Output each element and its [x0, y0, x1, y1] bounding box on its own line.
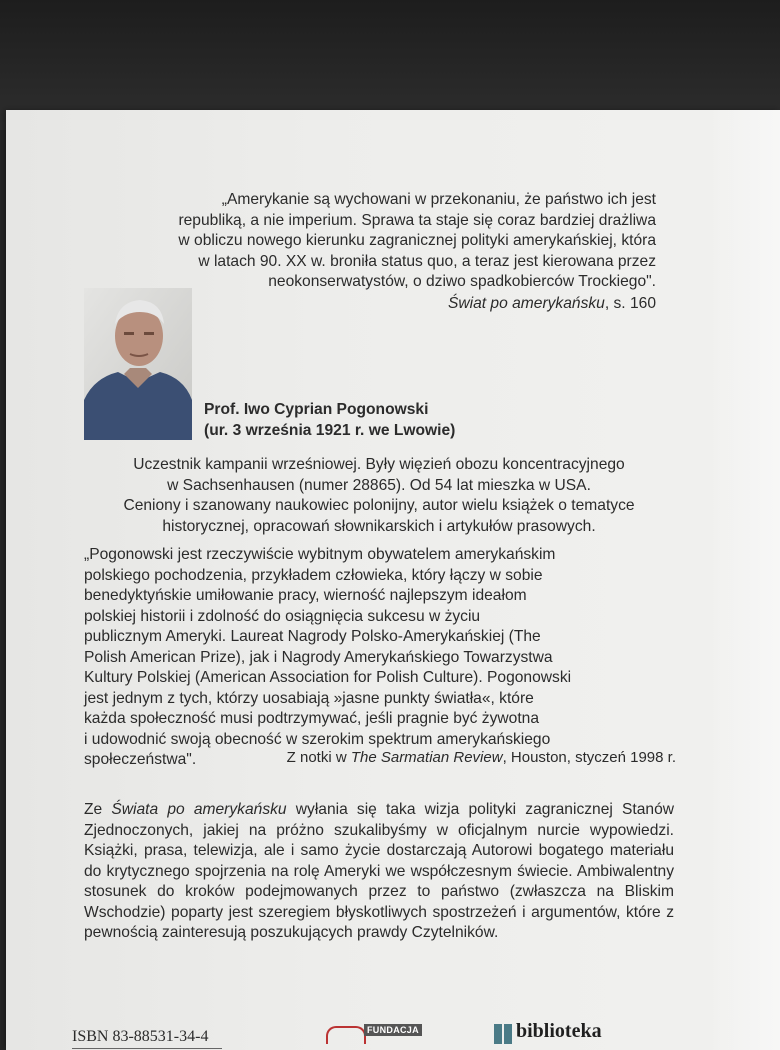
source-suffix: , Houston, styczeń 1998 r. [502, 749, 676, 766]
fundacja-mark-icon [326, 1026, 366, 1044]
source-page: , s. 160 [604, 295, 656, 312]
desc-text: wyłania się taka wizja polityki zagranicznej Stanów Zjednoczonych, jakiej na próżno szukalibyśmy w oficjalnym nurcie wypowiedzi. Książki, prasa, telewizja, ale i samo życie dostarczają Autorowi bogatego materiału do krytycznego spojrzenia na rolę Ameryki we współczesnym świecie. Ambiwalentny stosunek do kroków podejmowanych przez to państwo (zwłaszcza na Bliskim Wschodzie) poparty jest szeregiem błyskotliwych spostrzeżeń i argumentów, które z pewnością zainteresują poszukujących prawdy Czytelników. [84, 801, 675, 941]
source-title: The Sarmatian Review [350, 749, 503, 766]
quote-line: w obliczu nowego kierunku zagranicznej polityki amerykańskiej, która [178, 232, 656, 249]
quote-line: „Amerykanie są wychowani w przekonaniu, że państwo ich jest [221, 191, 656, 208]
source-title: Świat po amerykańsku [447, 295, 605, 312]
quote-line: polskiego pochodzenia, przykładem człowieka, który łączy w sobie [84, 566, 543, 584]
quote-line: Polish American Prize), jak i Nagrody Amerykańskiego Towarzystwa [84, 648, 553, 666]
book-description [84, 800, 674, 944]
quote-line: „Pogonowski jest rzeczywiście wybitnym obywatelem amerykańskim [84, 546, 556, 563]
desc-title: Świata po amerykańsku [111, 801, 287, 818]
review-quote [84, 545, 674, 771]
quote-line: publicznym Ameryki. Laureat Nagrody Polsko-Amerykańskiej (The [84, 628, 541, 645]
bio-line: historycznej, opracowań słownikarskich i artykułów prasowych. [162, 517, 596, 535]
quote-line: polskiej historii i zdolność do osiągnięcia sukcesu w życiu [84, 607, 481, 625]
author-birth: (ur. 3 września 1921 r. we Lwowie) [204, 421, 456, 439]
author-bio [84, 455, 674, 537]
quote-line: Kultury Polskiej (American Association for Polish Culture). Pogonowski [84, 669, 572, 686]
bio-line: Ceniony i szanowany naukowiec polonijny, autor wielu książek o tematyce [123, 497, 635, 514]
opening-quote [86, 190, 656, 293]
quote-line: każda społeczność musi podtrzymywać, jeśli pragnie być żywotna [84, 710, 540, 727]
cover-edge-highlight [710, 110, 780, 1050]
review-quote-source [84, 748, 676, 769]
quote-line: w latach 90. XX w. broniła status quo, a teraz jest kierowana przez [198, 252, 656, 270]
author-name: Prof. Iwo Cyprian Pogonowski [204, 401, 429, 418]
quote-line: neokonserwatystów, o dziwo spadkobierców Trockiego". [268, 273, 656, 290]
quote-line: i udowodnić swoją obecność w szerokim spektrum amerykańskiego [84, 730, 551, 748]
quote-line: benedyktyńskie umiłowanie pracy, wierność najlepszym ideałom [84, 587, 527, 604]
fundacja-label: FUNDACJA [364, 1024, 422, 1036]
portrait-image [84, 288, 192, 440]
book-back-cover [6, 110, 780, 1050]
isbn-underline [72, 1048, 222, 1049]
author-heading [204, 400, 624, 441]
bio-line: w Sachsenhausen (numer 28865). Od 54 lat mieszka w USA. [167, 476, 591, 494]
biblioteka-bars-icon [494, 1024, 514, 1044]
biblioteka-label: biblioteka [516, 1020, 602, 1042]
fundacja-logo [306, 1022, 436, 1042]
bio-line: Uczestnik kampanii wrześniowej. Były więzień obozu koncentracyjnego [133, 456, 625, 473]
quote-line: republiką, a nie imperium. Sprawa ta staje się coraz bardziej drażliwa [178, 211, 656, 229]
isbn-number: ISBN 83-88531-34-4 [72, 1028, 209, 1045]
quote-line: społeczeństwa". [84, 751, 197, 768]
quote-line: jest jednym z tych, którzy uosabiają »jasne punkty światła«, które [84, 689, 534, 707]
desc-intro: Ze [84, 801, 112, 818]
source-prefix: Z notki w [286, 749, 351, 766]
author-portrait [84, 288, 192, 440]
